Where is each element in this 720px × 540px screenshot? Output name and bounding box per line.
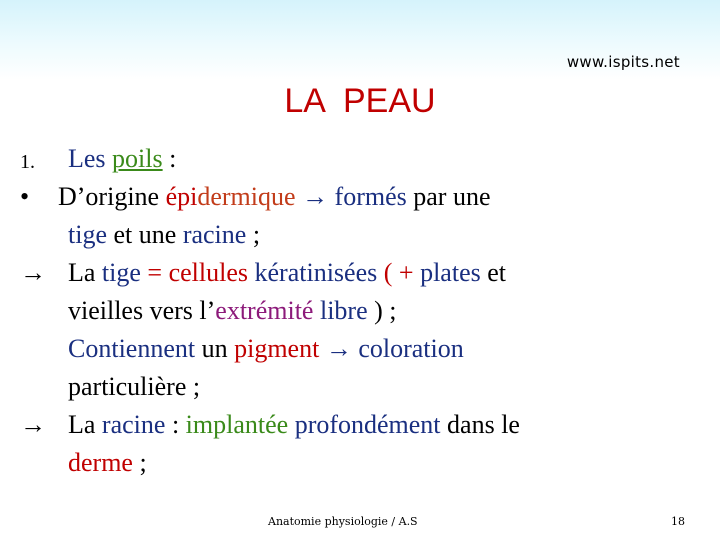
keyword-racine: racine <box>101 410 166 439</box>
arrow-marker: → <box>20 410 46 439</box>
keyword-keratinisees: kératinisées <box>248 258 378 287</box>
keyword-tige: tige <box>101 258 141 287</box>
arrow-marker: → <box>20 258 46 287</box>
keyword-dermique: dermique <box>197 182 296 211</box>
line-tige-cellules <box>68 254 506 292</box>
line-tige-racine <box>68 216 260 254</box>
text-segment: La <box>68 258 102 287</box>
keyword-racine: racine <box>182 220 247 249</box>
text-segment: un <box>195 334 235 363</box>
slide-title: LA PEAU <box>284 82 436 120</box>
text-segment: dans le <box>440 410 520 439</box>
keyword-derme: derme <box>68 448 133 477</box>
bullet-marker: • <box>20 182 30 211</box>
text-segment: D’origine <box>58 182 166 211</box>
text-segment: et une <box>107 220 183 249</box>
text-segment: : <box>165 410 186 439</box>
keyword-coloration: → coloration <box>319 334 464 363</box>
text-segment: La <box>68 410 102 439</box>
line-particuliere <box>68 368 200 406</box>
keyword-cellules: cellules <box>168 258 249 287</box>
keyword-implantee: implantée <box>185 410 289 439</box>
keyword-profondement: profondément <box>288 410 441 439</box>
text-segment: : <box>162 144 177 173</box>
keyword-pigment: pigment <box>234 334 320 363</box>
text-segment: ; <box>132 448 147 477</box>
line-derme <box>68 444 147 482</box>
keyword-plates: plates <box>420 258 481 287</box>
line-origin <box>58 178 491 216</box>
text-segment: vieilles vers l’ <box>68 296 216 325</box>
text-segment: Les <box>68 144 113 173</box>
text-segment: et <box>480 258 506 287</box>
site-url: www.ispits.net <box>566 53 680 71</box>
keyword-tige: tige <box>68 220 107 249</box>
keyword-poils: poils <box>112 144 163 173</box>
page-number: 18 <box>671 515 685 528</box>
text-segment: par une <box>406 182 491 211</box>
keyword-contiennent: Contiennent <box>68 334 196 363</box>
line-racine <box>68 406 520 444</box>
keyword-formes: formés <box>334 182 407 211</box>
text-segment: ( + <box>377 258 421 287</box>
line-heading-poils <box>68 140 176 178</box>
keyword-libre: libre <box>313 296 368 325</box>
text-segment: = <box>140 258 169 287</box>
text-segment: ; <box>246 220 261 249</box>
line-pigment <box>68 330 464 368</box>
arrow-text: → <box>295 182 335 211</box>
footer-text: Anatomie physiologie / A.S <box>268 515 418 528</box>
text-segment: ) ; <box>367 296 397 325</box>
line-vieilles <box>68 292 397 330</box>
numbered-marker: 1. <box>20 151 35 173</box>
keyword-extremite: extrémité <box>215 296 314 325</box>
text-segment: particulière ; <box>68 372 201 401</box>
keyword-epi: épi <box>165 182 198 211</box>
